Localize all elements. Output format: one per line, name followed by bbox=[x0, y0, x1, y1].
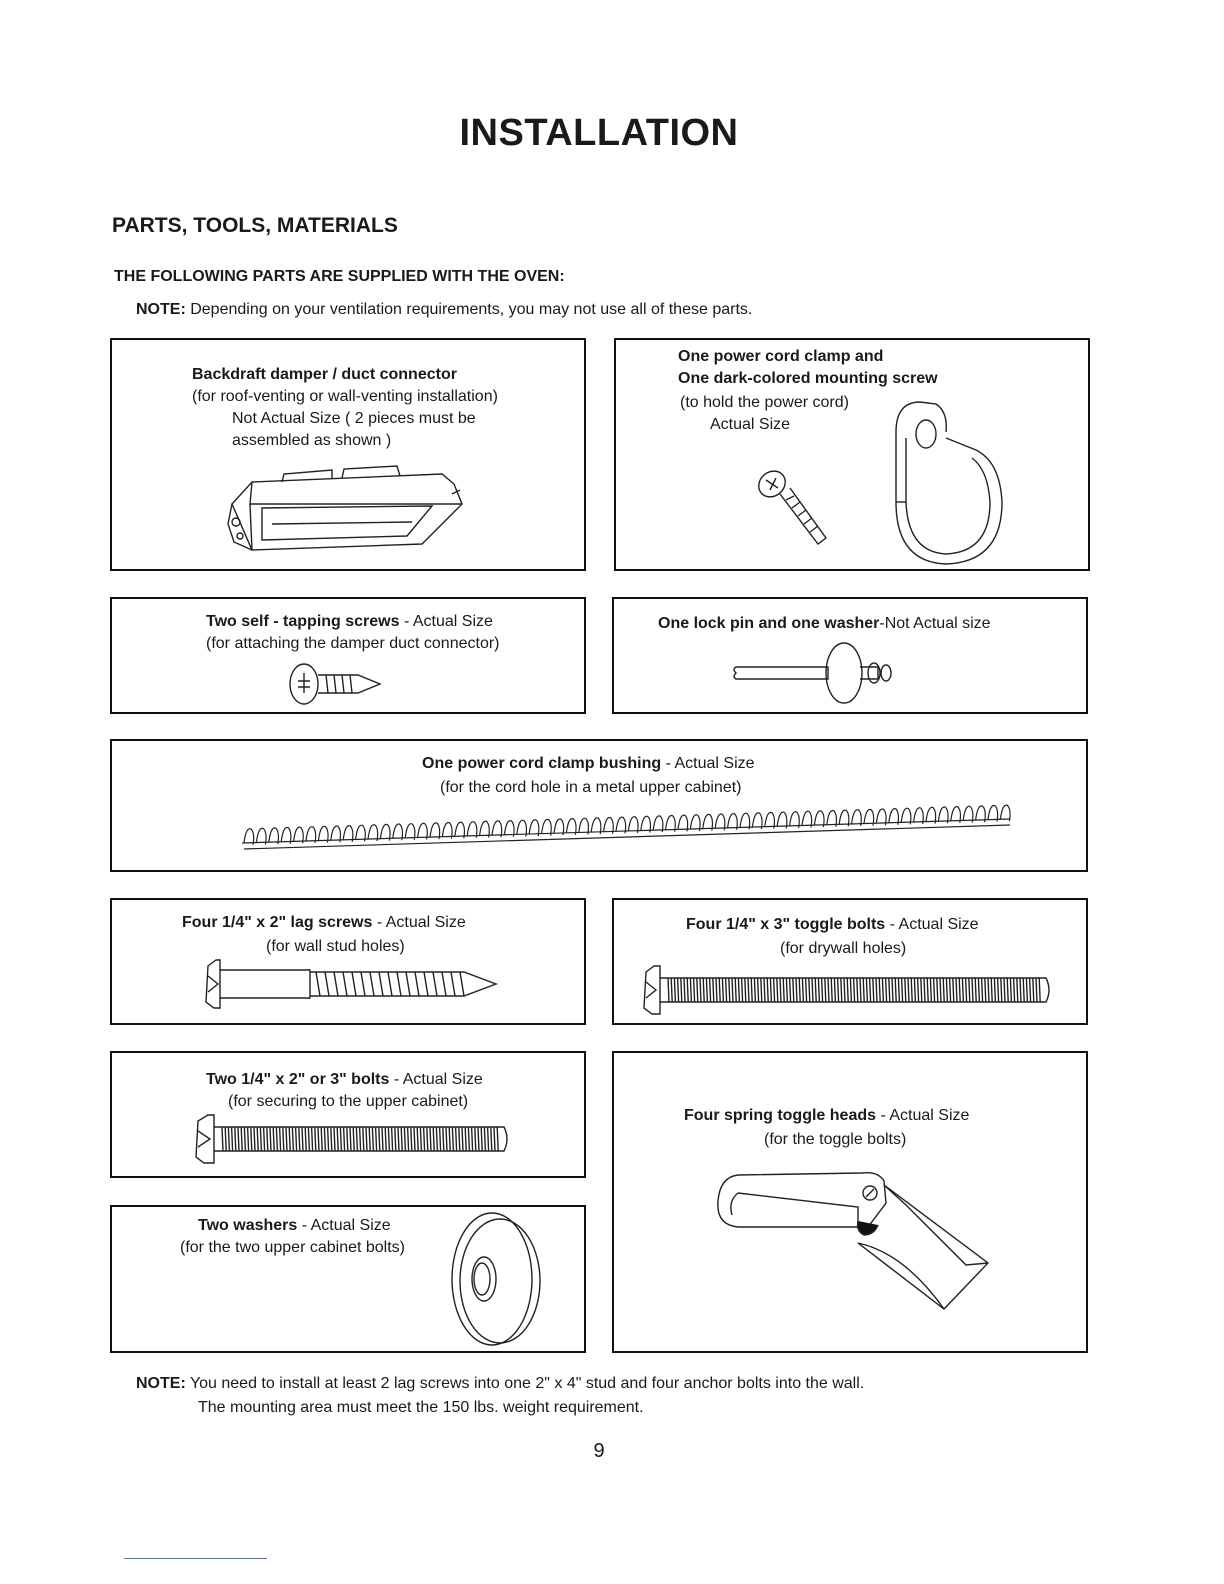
lock-pin-icon bbox=[730, 639, 900, 705]
part-box-bushing bbox=[110, 739, 1088, 872]
top-note bbox=[136, 298, 752, 322]
bottom-note bbox=[136, 1372, 864, 1396]
part-box-cord-clamp bbox=[614, 338, 1090, 571]
part-box-damper bbox=[110, 338, 586, 571]
part-label bbox=[686, 914, 979, 936]
part-name: Four 1/4" x 3" toggle bolts bbox=[686, 916, 886, 933]
part-name: One lock pin and one washer bbox=[658, 615, 880, 632]
self-tapping-screw-icon bbox=[288, 659, 388, 709]
part-name: Backdraft damper / duct connector bbox=[192, 366, 457, 383]
spring-toggle-head-icon bbox=[708, 1163, 998, 1313]
part-description: (for securing to the upper cabinet) bbox=[228, 1093, 469, 1110]
part-size: - Actual Size bbox=[885, 916, 979, 933]
footer-rule bbox=[124, 1558, 267, 1559]
part-description: (for drywall holes) bbox=[780, 940, 907, 957]
part-size: - Actual Size bbox=[372, 914, 466, 931]
part-label bbox=[198, 1215, 391, 1237]
part-label bbox=[422, 753, 755, 775]
part-size: - Actual Size bbox=[389, 1071, 483, 1088]
lag-screw-icon bbox=[200, 956, 500, 1012]
part-box-washers bbox=[110, 1205, 586, 1353]
part-name: One power cord clamp bushing bbox=[422, 755, 662, 772]
part-description: (for the two upper cabinet bolts) bbox=[180, 1239, 406, 1256]
section-title: PARTS, TOOLS, MATERIALS bbox=[112, 214, 398, 237]
cord-clamp-icon bbox=[876, 392, 1006, 572]
part-label bbox=[658, 613, 991, 635]
part-size: - Actual Size bbox=[876, 1107, 970, 1124]
part-name: One power cord clamp and bbox=[678, 348, 884, 365]
bottom-note-cont: The mounting area must meet the 150 lbs. weight requirement. bbox=[198, 1399, 644, 1416]
washer-icon bbox=[440, 1209, 550, 1349]
part-size: - Actual Size bbox=[399, 613, 493, 630]
part-box-bolts bbox=[110, 1051, 586, 1178]
part-size-cont: assembled as shown ) bbox=[232, 432, 392, 449]
part-name: Two 1/4" x 2" or 3" bolts bbox=[206, 1071, 390, 1088]
part-size: - Actual Size bbox=[661, 755, 755, 772]
mounting-screw-icon bbox=[756, 466, 836, 552]
part-description: (to hold the power cord) bbox=[680, 394, 849, 411]
part-description: (for roof-venting or wall-venting installation) bbox=[192, 388, 498, 405]
part-size: Not Actual Size ( 2 pieces must be bbox=[232, 410, 476, 427]
note-text: You need to install at least 2 lag screws into one 2" x 4" stud and four anchor bolts into the wall. bbox=[185, 1375, 865, 1392]
page-number: 9 bbox=[593, 1440, 605, 1462]
part-description: (for the toggle bolts) bbox=[764, 1131, 907, 1148]
duct-connector-icon bbox=[222, 464, 472, 560]
part-name: Two washers bbox=[198, 1217, 298, 1234]
part-name: Four spring toggle heads bbox=[684, 1107, 877, 1124]
note-label: NOTE: bbox=[136, 1375, 186, 1392]
part-box-toggle-heads bbox=[612, 1051, 1088, 1353]
part-name: Two self - tapping screws bbox=[206, 613, 400, 630]
part-name: Four 1/4" x 2" lag screws bbox=[182, 914, 373, 931]
part-name-cont: One dark-colored mounting screw bbox=[678, 370, 938, 387]
part-description: (for the cord hole in a metal upper cabinet) bbox=[440, 779, 742, 796]
part-size: Actual Size bbox=[710, 416, 791, 433]
part-size: -Not Actual size bbox=[879, 615, 991, 632]
part-box-lag-screws bbox=[110, 898, 586, 1025]
note-text: Depending on your ventilation requirements, you may not use all of these parts. bbox=[185, 301, 753, 318]
part-label bbox=[182, 912, 466, 934]
part-label bbox=[206, 1069, 483, 1091]
part-box-toggle-bolts bbox=[612, 898, 1088, 1025]
part-size: - Actual Size bbox=[297, 1217, 391, 1234]
toggle-bolt-icon bbox=[638, 962, 1058, 1018]
note-label: NOTE: bbox=[136, 301, 186, 318]
part-box-self-tapping-screws bbox=[110, 597, 586, 714]
bushing-strip-icon bbox=[240, 791, 1012, 851]
page-title: INSTALLATION bbox=[459, 112, 739, 154]
part-label bbox=[684, 1105, 969, 1127]
parts-subheading: THE FOLLOWING PARTS ARE SUPPLIED WITH THE OVEN: bbox=[114, 268, 565, 285]
bolt-icon bbox=[188, 1111, 518, 1167]
part-description: (for attaching the damper duct connector) bbox=[206, 635, 500, 652]
part-description: (for wall stud holes) bbox=[266, 938, 405, 955]
part-box-lock-pin bbox=[612, 597, 1088, 714]
part-label bbox=[206, 611, 493, 633]
